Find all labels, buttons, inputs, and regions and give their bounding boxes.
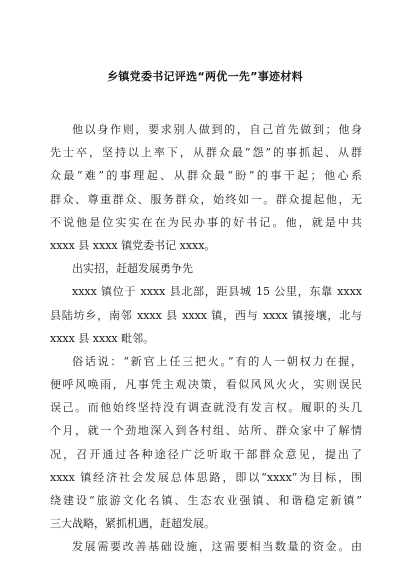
body-line: xxxx 镇位于 xxxx 县北部，距县城 15 公里，东靠 xxxx	[72, 285, 362, 299]
body-line: 况，召开通过各种途径广泛听取干部群众意见，提出了	[50, 447, 362, 461]
body-line: 三大战略，紧抓机遇，赶超发展。	[50, 517, 215, 531]
body-line: 发展需要改善基础设施，这需要相当数量的资金。由	[72, 540, 362, 554]
body-line: 众最“难”的事理起、从群众最“盼”的事干起；他心系	[50, 169, 362, 183]
body-line: 误己。而他始终坚持没有调查就没有发言权。履职的头几	[50, 401, 362, 415]
body-line: 群众、尊重群众、服务群众，始终如一。群众提起他，无	[50, 192, 362, 206]
body-line: xxxx 县 xxxx 毗邻。	[50, 331, 155, 345]
body-line: xxxx 镇经济社会发展总体思路，即以“xxxx”为目标，围	[50, 470, 362, 484]
document-body	[50, 118, 362, 559]
body-line: 便呼风唤雨，凡事凭主观决策，看似风风火火，实则误民	[50, 378, 362, 392]
body-line: 个月，就一个劲地深入到各村组、站所、群众家中了解情	[50, 424, 362, 438]
section-heading: 出实招，赶超发展勇争先	[72, 262, 193, 276]
body-line: 他以身作则，要求别人做到的，自己首先做到；他身	[72, 123, 362, 136]
body-line: 俗话说：“新官上任三把火。”有的人一朝权力在握，	[72, 354, 362, 368]
body-line: 县陆坊乡，南邻 xxxx 县 xxxx 镇，西与 xxxx 镇接壤，北与	[50, 308, 362, 322]
body-line: xxxx 县 xxxx 镇党委书记 xxxx。	[50, 238, 216, 252]
body-line: 先士卒，坚持以上率下，从群众最“怨”的事抓起、从群	[50, 146, 362, 160]
document-title: 乡镇党委书记评选“两优一先”事迹材料	[107, 70, 303, 83]
body-line: 不说他是位实实在在为民办事的好书记。他，就是中共	[50, 215, 362, 229]
body-line: 绕建设“旅游文化名镇、生态农业强镇、和谐稳定新镇”	[50, 494, 362, 507]
